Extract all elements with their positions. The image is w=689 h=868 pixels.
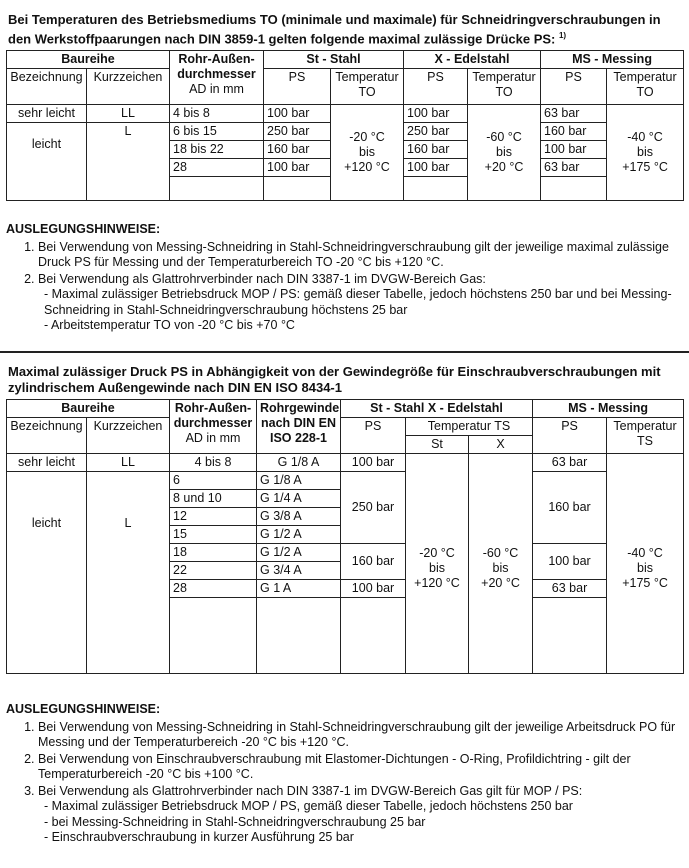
- note-2-item-2: 2. Bei Verwendung von Einschraubverschraubung mit Elastomer-Dichtungen - O-Ring, Profildichtring - gilt der Temperaturbereich -20 °C bis +100 °C.: [38, 752, 683, 783]
- cell-gewinde: G 1 A: [257, 580, 341, 598]
- notes-2-list: [6, 720, 683, 846]
- cell-ad: 18 bis 22: [170, 141, 264, 159]
- cell-ps-x: 250 bar: [404, 123, 468, 141]
- design-notes-1: [6, 222, 683, 335]
- cell-gewinde: G 1/4 A: [257, 490, 341, 508]
- cell-gewinde: G 1/2 A: [257, 526, 341, 544]
- cell-ps-x: 100 bar: [404, 105, 468, 123]
- note-2-item-1: 1. Bei Verwendung von Messing-Schneidring in Stahl-Schneidringverschraubung gilt der jeweilige Arbeitsdruck PO für Messing und der Temperaturbereich -20 °C bis +120 °C.: [38, 720, 683, 751]
- header-bezeichnung: Bezeichnung: [7, 418, 87, 454]
- pressure-table-2-section: [6, 362, 683, 674]
- header-temp-x: Temperatur TO: [468, 69, 541, 105]
- header-st-x: St - Stahl X - Edelstahl: [341, 400, 533, 418]
- cell-bezeichnung: sehr leicht: [7, 454, 87, 472]
- cell-temp-st: [331, 105, 404, 201]
- cell-gewinde: G 1/8 A: [257, 472, 341, 490]
- cell-ps-ms: 63 bar: [541, 159, 607, 177]
- temp-st-max: +120 °C: [414, 576, 460, 590]
- header-baureihe: Baureihe: [7, 51, 170, 69]
- cell-gewinde: G 3/4 A: [257, 562, 341, 580]
- cell-ad: 22: [170, 562, 257, 580]
- temp-st-min: -20 °C: [419, 546, 455, 560]
- cell-kurzzeichen: L: [87, 472, 170, 674]
- header-kurzzeichen: Kurzzeichen: [87, 69, 170, 105]
- cell-empty: [341, 598, 406, 674]
- cell-empty: [170, 598, 257, 674]
- header-ps: PS: [341, 418, 406, 454]
- notes-1-heading: AUSLEGUNGSHINWEISE:: [6, 222, 161, 236]
- cell-bezeichnung: leicht: [7, 123, 87, 201]
- cell-empty: [541, 177, 607, 201]
- cell-ps-x: 100 bar: [404, 159, 468, 177]
- cell-empty: [170, 177, 264, 201]
- header-temp-st: St: [406, 436, 469, 454]
- header-kurzzeichen: Kurzzeichen: [87, 418, 170, 454]
- temp-x-max: +20 °C: [481, 576, 520, 590]
- note-1-item-2a: - Maximal zulässiger Betriebsdruck MOP / PS: gemäß dieser Tabelle, jedoch höchstens 250 bar und bei Messing-Schneidring in Stahl-Schneidringverschraubung höchstens 25 bar: [44, 287, 672, 317]
- header-ps-x: PS: [404, 69, 468, 105]
- cell-temp-x: [468, 105, 541, 201]
- cell-gewinde: G 3/8 A: [257, 508, 341, 526]
- notes-2-heading: AUSLEGUNGSHINWEISE:: [6, 702, 161, 716]
- cell-ps-ms: 160 bar: [541, 123, 607, 141]
- cell-ad: 6 bis 15: [170, 123, 264, 141]
- cell-ps-ms: 63 bar: [541, 105, 607, 123]
- table-1-title-text: Bei Temperaturen des Betriebsmediums TO (minimale und maximale) für Schneidringverschraubungen in den Werkstoffpaarungen nach DIN 3859-1 gelten folgende maximal zulässige Drücke PS:: [8, 12, 661, 47]
- header-ms-messing: MS - Messing: [541, 51, 684, 69]
- note-1-item-1: 1. Bei Verwendung von Messing-Schneidring in Stahl-Schneidringverschraubung gilt der jeweilige maximal zulässige Druck PS für Messing und der Temperaturbereich TO -20 °C bis +120 °C.: [38, 240, 683, 271]
- note-2-item-3-text: Bei Verwendung als Glattrohrverbinder nach DIN 3387-1 im DVGW-Bereich Gas gilt für MOP / PS:: [38, 783, 583, 798]
- cell-kurzzeichen: L: [87, 123, 170, 201]
- temp-ms-max: +175 °C: [622, 160, 668, 175]
- cell-ps-st: 250 bar: [264, 123, 331, 141]
- header-temp-st: Temperatur TO: [331, 69, 404, 105]
- cell-empty: [533, 598, 607, 674]
- cell-gewinde: G 1/2 A: [257, 544, 341, 562]
- temp-st-bis: bis: [359, 145, 375, 160]
- cell-gewinde: G 1/8 A: [257, 454, 341, 472]
- table-2-title: Maximal zulässiger Druck PS in Abhängigkeit von der Gewindegröße für Einschraubverschraubungen mit zylindrischem Außengewinde nach DIN EN ISO 8434-1: [8, 364, 661, 395]
- cell-ad: 15: [170, 526, 257, 544]
- cell-ps: 100 bar: [341, 454, 406, 472]
- pressure-table-2: [6, 399, 684, 674]
- cell-empty: [404, 177, 468, 201]
- header-ps-ms: PS: [541, 69, 607, 105]
- cell-empty: [257, 598, 341, 674]
- cell-ad: 4 bis 8: [170, 105, 264, 123]
- cell-ps-ms: 160 bar: [533, 472, 607, 544]
- cell-temp-ms: [607, 105, 684, 201]
- note-2-item-3: [38, 784, 683, 846]
- header-temp-ms: Temperatur TS: [607, 418, 684, 454]
- header-temp-x: X: [469, 436, 533, 454]
- header-ms-messing: MS - Messing: [533, 400, 684, 418]
- header-ps-st: PS: [264, 69, 331, 105]
- temp-x-bis: bis: [496, 145, 512, 160]
- cell-ad: 8 und 10: [170, 490, 257, 508]
- header-rohr-aussendurchmesser: [170, 51, 264, 105]
- pressure-table-1-section: [6, 10, 683, 201]
- cell-ad: 28: [170, 159, 264, 177]
- cell-temp-st: [406, 454, 469, 674]
- cell-bezeichnung: leicht: [7, 472, 87, 674]
- cell-ps-ms: 100 bar: [533, 544, 607, 580]
- note-1-item-2-text: Bei Verwendung als Glattrohrverbinder nach DIN 3387-1 im DVGW-Bereich Gas:: [38, 271, 486, 286]
- temp-st-max: +120 °C: [344, 160, 390, 175]
- temp-x-min: -60 °C: [486, 130, 522, 145]
- cell-ps: 160 bar: [341, 544, 406, 580]
- table-row: [7, 454, 684, 472]
- temp-x-bis: bis: [492, 561, 509, 575]
- temp-st-bis: bis: [429, 561, 445, 575]
- header-rohrgewinde: Rohrgewinde nach DIN EN ISO 228-1: [257, 400, 341, 454]
- cell-ad: 28: [170, 580, 257, 598]
- cell-ps-ms: 100 bar: [541, 141, 607, 159]
- header-ps-ms: PS: [533, 418, 607, 454]
- temp-x-max: +20 °C: [484, 160, 524, 175]
- cell-ps-ms: 63 bar: [533, 580, 607, 598]
- cell-ps-ms: 63 bar: [533, 454, 607, 472]
- note-1-item-2b: - Arbeitstemperatur TO von -20 °C bis +70 °C: [44, 318, 295, 332]
- section-divider: [0, 351, 689, 353]
- cell-bezeichnung: sehr leicht: [7, 105, 87, 123]
- cell-ad: 6: [170, 472, 257, 490]
- temp-ms-max: +175 °C: [622, 576, 668, 590]
- note-2-item-3a: - Maximal zulässiger Betriebsdruck MOP / PS, gemäß dieser Tabelle, jedoch höchstens 250 bar: [44, 799, 573, 813]
- header-rohr-aussendurchmesser: [170, 400, 257, 454]
- header-rohr-label: Rohr-Außen-durchmesser: [177, 52, 256, 82]
- table-1-title: [6, 10, 683, 50]
- cell-temp-x: [469, 454, 533, 674]
- header-baureihe: Baureihe: [7, 400, 170, 418]
- header-st-stahl: St - Stahl: [264, 51, 404, 69]
- cell-ad: 18: [170, 544, 257, 562]
- note-2-item-3b: - bei Messing-Schneidring in Stahl-Schneidringverschraubung 25 bar: [44, 814, 426, 829]
- cell-ad: 12: [170, 508, 257, 526]
- design-notes-2: [6, 702, 683, 847]
- cell-ps-x: 160 bar: [404, 141, 468, 159]
- cell-temp-ms: [607, 454, 684, 674]
- cell-ps: 100 bar: [341, 580, 406, 598]
- cell-ps-st: 100 bar: [264, 159, 331, 177]
- header-temp-ms: Temperatur TO: [607, 69, 684, 105]
- cell-empty: [264, 177, 331, 201]
- temp-ms-bis: bis: [637, 561, 654, 575]
- cell-kurzzeichen: LL: [87, 105, 170, 123]
- cell-ad: 4 bis 8: [170, 454, 257, 472]
- header-temperatur-ts: Temperatur TS: [406, 418, 533, 436]
- header-bezeichnung: Bezeichnung: [7, 69, 87, 105]
- header-rohr-label: Rohr-Außen-durchmesser: [173, 401, 253, 430]
- cell-ps-st: 100 bar: [264, 105, 331, 123]
- cell-ps-st: 160 bar: [264, 141, 331, 159]
- table-row: [7, 472, 684, 490]
- temp-st-min: -20 °C: [349, 130, 385, 145]
- pressure-table-1: [6, 50, 684, 201]
- notes-1-list: [6, 240, 683, 334]
- header-ad-label: AD in mm: [185, 431, 241, 445]
- note-2-item-3c: - Einschraubverschraubung in kurzer Ausführung 25 bar: [44, 830, 354, 844]
- header-ad-label: AD in mm: [189, 82, 244, 97]
- note-1-item-2: [38, 272, 683, 334]
- cell-kurzzeichen: LL: [87, 454, 170, 472]
- temp-ms-min: -40 °C: [627, 546, 663, 560]
- footnote-mark: 1): [558, 31, 567, 40]
- temp-ms-min: -40 °C: [627, 130, 663, 145]
- table-row: [7, 105, 684, 123]
- temp-x-min: -60 °C: [482, 546, 519, 560]
- header-x-edelstahl: X - Edelstahl: [404, 51, 541, 69]
- cell-ps: 250 bar: [341, 472, 406, 544]
- temp-ms-bis: bis: [637, 145, 653, 160]
